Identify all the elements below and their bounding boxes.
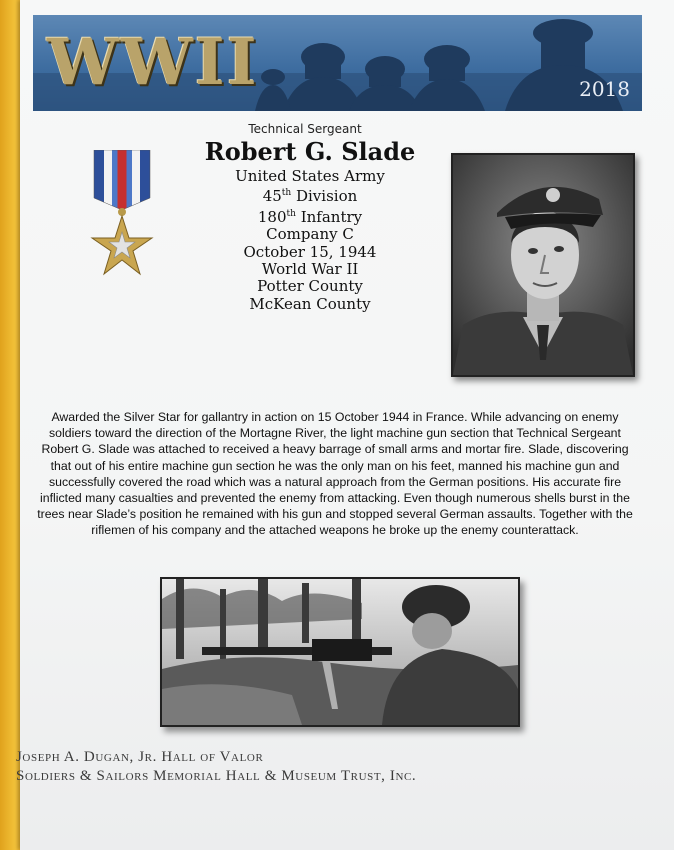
machine-gun-photo — [160, 577, 520, 727]
honoree-name: Robert G. Slade — [204, 137, 416, 166]
soldier-portrait — [451, 153, 635, 377]
banner-title: WWII — [47, 25, 259, 100]
rank-title: Technical Sergeant — [248, 122, 362, 136]
museum-footer — [16, 748, 416, 786]
infantry: 180th Infantry — [257, 207, 363, 226]
county-1: Potter County — [257, 277, 363, 296]
service-details — [195, 168, 425, 313]
narrative-text: Awarded the Silver Star for gallantry in action on 15 October 1944 in France. While advancing on enemy soldiers toward the direction of the Mortagne River, the light machine gun section that Technical Sergeant Robert G. Slade was attached to received a heavy barrage of small arms and mortar fire. Slade, discovering that out of his entire machine gun section he was the only man on his feet, manned his machine gun and successfully covered the road which was a natural approach from the German positions. His accurate fire inflicted many casualties and prevented the enemy from attacking. Even though numerous shells burst in the trees near Slade’s position he remained with his gun and stopped several German assaults. Together with the riflemen of his company and the attached weapons he broke up the enemy counterattack. — [37, 410, 633, 538]
company: Company C — [266, 225, 354, 244]
wwii-banner — [33, 15, 642, 111]
war: World War II — [261, 260, 359, 279]
county-2: McKean County — [249, 294, 371, 313]
branch: United States Army — [235, 167, 385, 185]
service-date: October 15, 1944 — [243, 242, 377, 261]
division: 45th Division — [262, 187, 358, 206]
footer-line-2: Soldiers & Sailors Memorial Hall & Museum Trust, Inc. — [16, 768, 417, 784]
footer-line-1: Joseph A. Dugan, Jr. Hall of Valor — [16, 749, 264, 765]
banner-year: 2018 — [579, 77, 630, 101]
silver-star-medal-icon — [88, 150, 160, 280]
